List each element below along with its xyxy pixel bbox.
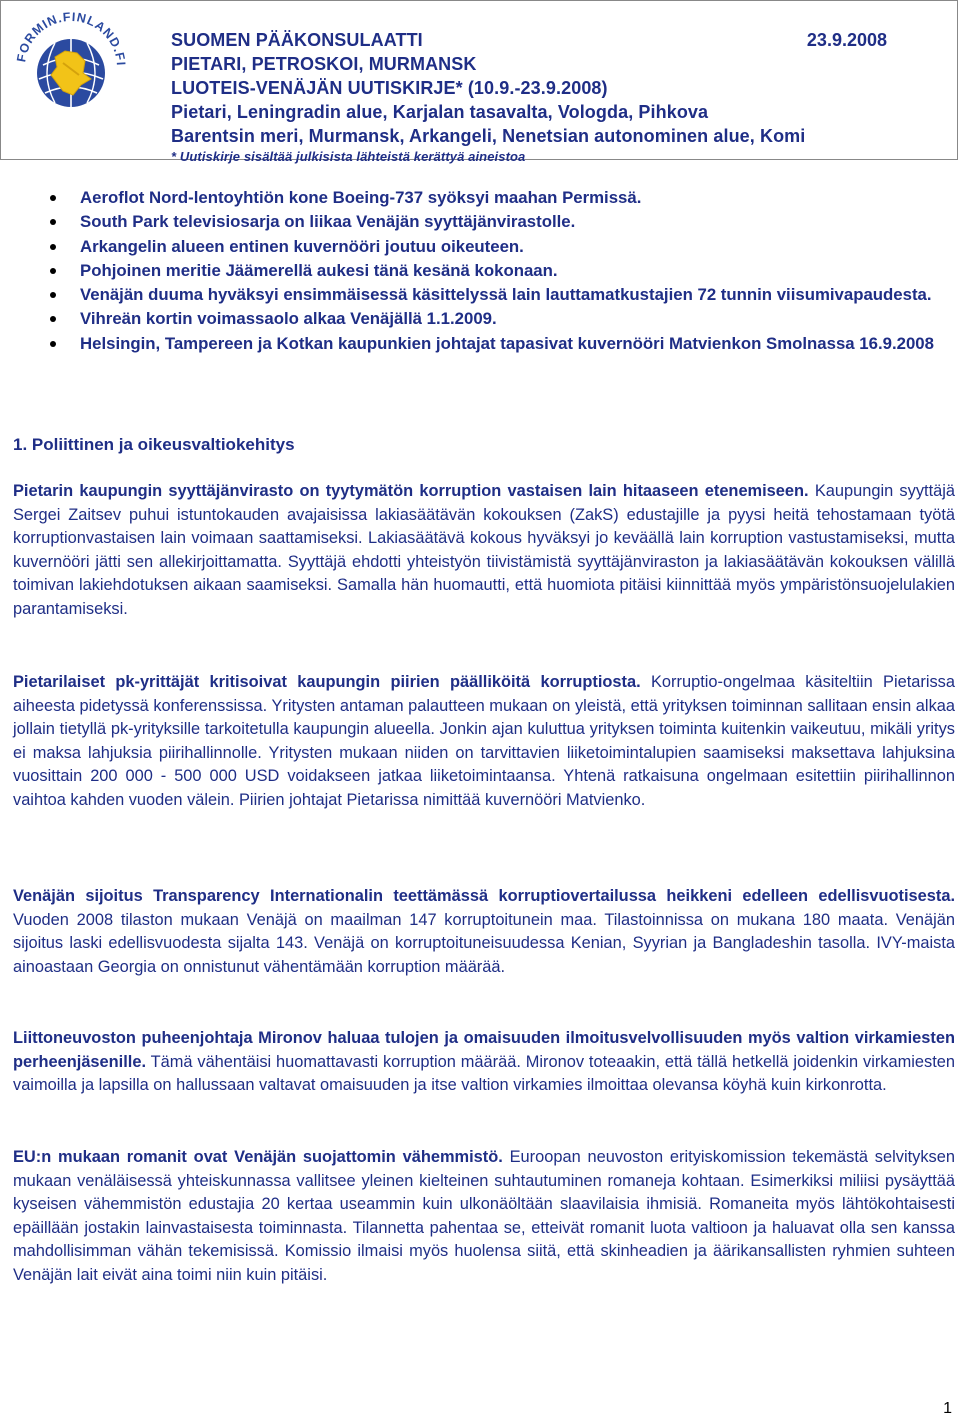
summary-item [50,235,940,259]
bullet-icon [50,244,56,250]
summary-item [50,210,940,234]
article-body: Euroopan neuvoston erityiskomission tekemästä selvityksen mukaan venäläisessä yhteiskunnassa vallitsee yleinen kielteinen suhtautuminen romaneja kohtaan. Esimerkiksi miliisi pysäyttää kyseisen vähemmistön edustajia 20 kertaa useammin kuin ulkonäöltään slaavilaisia ihmisiä. Romaneita myös lähtökohtaisesti epäillään jostakin lainvastaisesta toiminnasta. Tilannetta pahentaa se, etteivät romanit luota valtioon ja haluavat olla sen kanssa mahdollisimman vähän tekemisissä. Komissio ilmaisi myös huolensa siitä, että skinheadien ja äärikansallisten ryhmien suhteen Venäjän lait eivät aina toimi niin kuin pitäisi. [13,1148,955,1284]
article-paragraph [13,885,955,979]
summary-item [50,186,940,210]
ministry-logo [11,3,131,123]
article-headline: Liittoneuvoston puheenjohtaja Mironov haluaa tulojen ja omaisuuden ilmoitusvelvollisuuden myös valtion virkamiesten perheenjäsenille. [13,1029,955,1071]
summary-item [50,307,940,331]
bullet-icon [50,195,56,201]
summary-item [50,283,940,307]
article-body: Kaupungin syyttäjä Sergei Zaitsev puhui istuntokauden avajaisissa lakiasäätävän kokouksen (ZakS) edustajille ja pyysi heitä tehostamaan työtä korruptionvastaisen lain voimaan saattamiseksi. Lakiasäätävä kokous hyväksyi jo keväällä lain korruption vastustamiseksi, mutta kuvernööri jätti sen allekirjoittamatta. Syyttäjä ehdotti yhteistyön tiivistämistä syyttäjänviraston ja lakiasäätävän kokouksen välillä toimivan lakiehdotuksen aikaan saamiseksi. Samalla hän huomautti, että huomiota pitäisi kiinnittää myös ympäristönsuojelulakien parantamiseksi. [13,482,955,618]
article-paragraph [13,671,955,813]
article-body: Korruptio-ongelmaa käsiteltiin Pietarissa aiheesta pidetyssä konferenssissa. Yritysten antaman palautteen mukaan on yleistä, että yrityksen toiminnan sallitaan ensin alkaa jollain tietyllä pk-yrityksille tarkoitetulla kaupungin alueella. Jonkin ajan kuluttua yrityksen toiminta kuitenkin vaikeutuu, mikäli yritys ei maksa lahjuksia piirihallinnolle. Yritysten mukaan niiden on tarvittavien liiketoimintalupien saamiseksi maksettava lahjuksina vuosittain 200 000 - 500 000 USD voidakseen jatkaa liiketoimintaansa. Yhtenä ratkaisuna ongelmaan esitettiin piirihallinnon vaihtoa kahden vuoden välein. Piirien johtajat Pietarissa nimittää kuvernööri Matvienko. [13,673,955,809]
section-heading: 1. Poliittinen ja oikeusvaltiokehitys [13,435,295,454]
summary-text: Aeroflot Nord-lentoyhtiön kone Boeing-737 syöksyi maahan Permissä. [80,188,642,207]
article-headline: Venäjän sijoitus Transparency Internationalin teettämässä korruptiovertailussa heikkeni edelleen edellisvuotisesta. [13,887,955,905]
summary-text: Venäjän duuma hyväksyi ensimmäisessä käsittelyssä lain lauttamatkustajien 72 tunnin viisumivapaudesta. [80,285,932,305]
source-note: * Uutiskirje sisältää julkisista lähteistä kerättyä aineistoa [171,149,526,164]
region-list-1: Pietari, Leningradin alue, Karjalan tasavalta, Vologda, Pihkova [171,102,709,122]
article-paragraph [13,1027,955,1098]
bullet-icon [50,268,56,274]
bullet-icon [50,292,56,298]
bullet-icon [50,341,56,347]
article-headline: Pietarilaiset pk-yrittäjät kritisoivat kaupungin piirien päälliköitä korruptiosta. [13,673,641,691]
header-date: 23.9.2008 [806,30,887,50]
newsletter-title: LUOTEIS-VENÄJÄN UUTISKIRJE* (10.9.-23.9.2008) [171,78,608,98]
consulate-name: SUOMEN PÄÄKONSULAATTI [171,30,423,50]
bullet-icon [50,219,56,225]
header-text-block [171,28,896,166]
region-list-2: Barentsin meri, Murmansk, Arkangeli, Nenetsian autonominen alue, Komi [171,126,806,146]
summary-text: South Park televisiosarja on liikaa Venäjän syyttäjänvirastolle. [80,212,576,232]
bullet-icon [50,316,56,322]
summary-text: Helsingin, Tampereen ja Kotkan kaupunkien johtajat tapasivat kuvernööri Matvienkon Smolnassa 16.9.2008 [80,333,934,353]
article-paragraph [13,480,955,622]
consulate-cities: PIETARI, PETROSKOI, MURMANSK [171,54,477,74]
summary-item [50,332,940,356]
svg-text:FORMIN.FINLAND.FI: FORMIN.FINLAND.FI [14,9,129,67]
article-body: Vuoden 2008 tilaston mukaan Venäjä on maailman 147 korruptoitunein maa. Tilastoinnissa on mukana 180 maata. Venäjän sijoitus laski edellisvuodesta sijalta 143. Venäjä on korruptoituneisuudessa Kenian, Syyrian ja Bangladeshin tasolla. IVY-maista ainoastaan Georgia on onnistunut vähentämään korruption määrää. [13,910,955,976]
summary-text: Pohjoinen meritie Jäämerellä aukesi tänä kesänä kokonaan. [80,260,558,280]
summary-list [50,186,940,356]
article-headline: Pietarin kaupungin syyttäjänvirasto on tyytymätön korruption vastaisen lain hitaaseen etenemiseen. [13,482,809,500]
document-header [0,0,958,164]
article-body: Tämä vähentäisi huomattavasti korruption määrää. Mironov toteaakin, että tällä hetkellä joidenkin virkamiesten vaimoilla ja lapsilla on hallussaan valtavat omaisuuden ja itse valtion virkamies ilmoittaa olevansa köyhä kuin kirkonrotta. [13,1052,955,1095]
page-number: 1 [943,1400,952,1417]
summary-text: Vihreän kortin voimassaolo alkaa Venäjällä 1.1.2009. [80,309,497,329]
summary-item [50,259,940,283]
summary-text: Arkangelin alueen entinen kuvernööri joutuu oikeuteen. [80,236,524,256]
article-headline: EU:n mukaan romanit ovat Venäjän suojattomin vähemmistö. [13,1148,503,1166]
article-paragraph [13,1146,955,1288]
